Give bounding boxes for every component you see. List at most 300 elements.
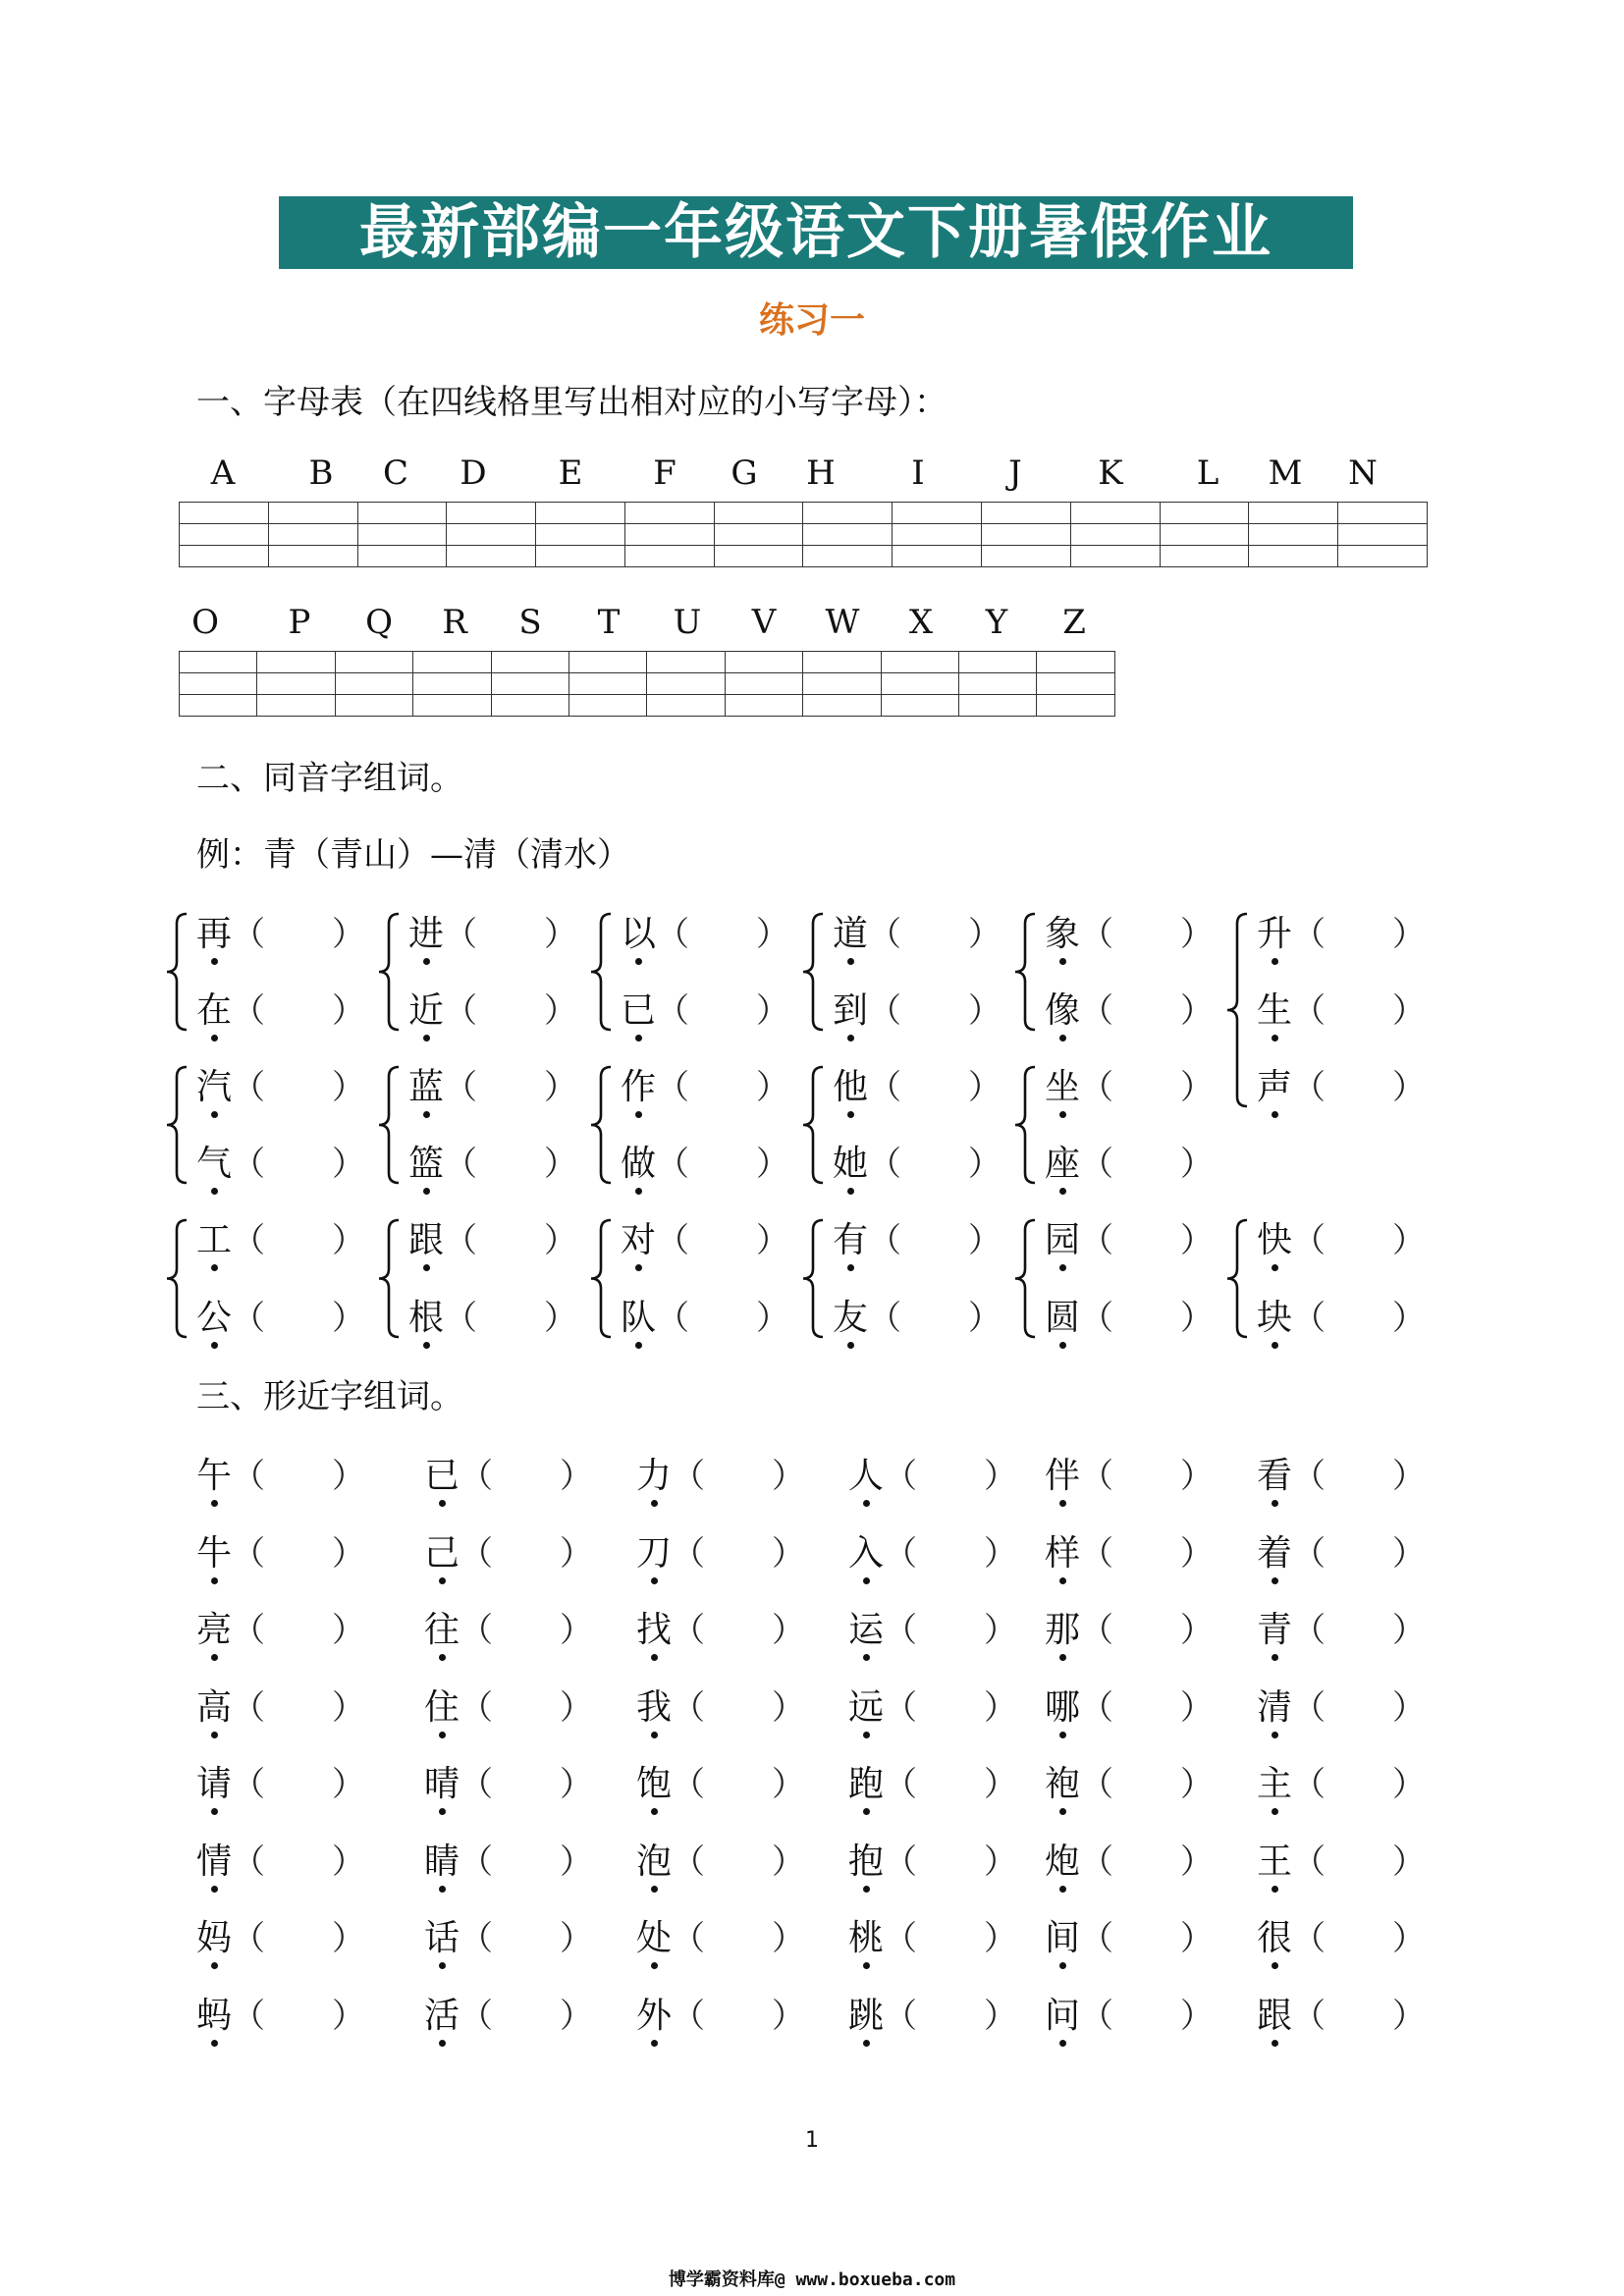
similar-char-item[interactable] [424, 1988, 593, 2038]
answer-blank[interactable]: （ ） [232, 1765, 366, 1804]
grid-cell[interactable] [1070, 503, 1160, 524]
grid-cell[interactable] [1160, 503, 1249, 524]
homophone-item[interactable] [833, 1212, 1001, 1262]
answer-blank[interactable]: （ ） [444, 915, 578, 954]
answer-blank[interactable]: （ ） [1292, 991, 1427, 1031]
answer-blank[interactable]: （ ） [656, 1221, 790, 1260]
brace-path [1015, 914, 1035, 1030]
similar-char-item[interactable] [1257, 1910, 1426, 1960]
answer-blank[interactable]: （ ） [460, 1842, 594, 1882]
homophone-item[interactable] [833, 983, 1001, 1033]
grid-cell[interactable] [335, 652, 412, 673]
similar-char-item[interactable] [196, 1448, 365, 1498]
grid-cell[interactable] [536, 524, 625, 546]
grid-cell[interactable] [447, 503, 536, 524]
homophone-item[interactable] [196, 906, 365, 956]
grid-cell[interactable] [268, 524, 357, 546]
answer-blank[interactable]: （ ） [460, 1997, 594, 2036]
dotted-character: 清 [1257, 1680, 1292, 1730]
answer-blank[interactable]: （ ） [656, 1068, 790, 1107]
similar-char-item[interactable] [636, 1910, 805, 1960]
homophone-item[interactable] [196, 983, 365, 1033]
grid-cell[interactable] [881, 652, 958, 673]
grid-cell[interactable] [725, 652, 802, 673]
answer-blank[interactable]: （ ） [868, 1221, 1002, 1260]
answer-blank[interactable]: （ ） [444, 1068, 578, 1107]
answer-blank[interactable]: （ ） [1080, 915, 1215, 954]
grid-cell[interactable] [268, 503, 357, 524]
homophone-item[interactable] [1045, 1059, 1214, 1109]
alphabet-letter: H [806, 454, 836, 493]
grid-cell[interactable] [569, 673, 647, 695]
grid-cell[interactable] [1160, 524, 1249, 546]
grid-cell[interactable] [1249, 546, 1338, 567]
grid-cell[interactable] [491, 652, 568, 673]
homophone-item[interactable] [621, 906, 789, 956]
dotted-character: 运 [848, 1602, 884, 1652]
grid-cell[interactable] [647, 695, 725, 717]
grid-cell[interactable] [413, 652, 491, 673]
section1-heading: 一、字母表（在四线格里写出相对应的小写字母）： [196, 383, 947, 422]
answer-blank[interactable]: （ ） [1292, 1919, 1427, 1958]
answer-blank[interactable]: （ ） [1080, 1611, 1215, 1650]
answer-blank[interactable]: （ ） [884, 1534, 1018, 1574]
grid-cell[interactable] [624, 524, 714, 546]
grid-cell[interactable] [180, 503, 269, 524]
answer-blank[interactable]: （ ） [444, 1145, 578, 1184]
alphabet-letter: E [558, 454, 583, 493]
grid-cell[interactable] [725, 673, 802, 695]
answer-blank[interactable]: （ ） [460, 1611, 594, 1650]
answer-blank[interactable]: （ ） [1292, 1611, 1427, 1650]
answer-blank[interactable]: （ ） [1080, 1534, 1215, 1574]
similar-char-item[interactable] [196, 1525, 365, 1575]
answer-blank[interactable]: （ ） [232, 1688, 366, 1728]
dotted-character: 话 [424, 1910, 460, 1960]
answer-blank[interactable]: （ ） [1080, 1997, 1215, 2036]
homophone-item[interactable] [621, 983, 789, 1033]
grid-cell[interactable] [1249, 524, 1338, 546]
four-line-grid-2[interactable] [179, 651, 1115, 717]
answer-blank[interactable]: （ ） [868, 1145, 1002, 1184]
brace-bracket [373, 1218, 403, 1339]
answer-blank[interactable]: （ ） [232, 1145, 366, 1184]
grid-cell[interactable] [624, 503, 714, 524]
similar-char-item[interactable] [636, 1756, 805, 1806]
grid-cell[interactable] [357, 524, 447, 546]
homophone-item[interactable] [408, 1059, 577, 1109]
answer-blank[interactable]: （ ） [1292, 1457, 1427, 1496]
similar-char-item[interactable] [1257, 1756, 1426, 1806]
similar-char-item[interactable] [196, 1680, 365, 1730]
dotted-character: 袍 [1045, 1756, 1080, 1806]
similar-char-item[interactable] [1257, 1834, 1426, 1884]
grid-cell[interactable] [959, 652, 1037, 673]
answer-blank[interactable]: （ ） [460, 1688, 594, 1728]
dotted-character: 跳 [848, 1988, 884, 2038]
similar-char-item[interactable] [424, 1602, 593, 1652]
similar-char-item[interactable] [1257, 1988, 1426, 2038]
similar-char-item[interactable] [424, 1680, 593, 1730]
similar-char-item[interactable] [196, 1756, 365, 1806]
answer-blank[interactable]: （ ） [444, 991, 578, 1031]
answer-blank[interactable]: （ ） [232, 991, 366, 1031]
grid-cell[interactable] [803, 546, 893, 567]
dotted-character: 抱 [848, 1834, 884, 1884]
homophone-item[interactable] [1045, 1136, 1214, 1186]
similar-char-item[interactable] [848, 1602, 1017, 1652]
answer-blank[interactable]: （ ） [1292, 1997, 1427, 2036]
grid-cell[interactable] [647, 652, 725, 673]
dotted-character: 人 [848, 1448, 884, 1498]
dotted-character: 蓝 [408, 1059, 444, 1109]
homophone-item[interactable] [196, 1212, 365, 1262]
homophone-item[interactable] [196, 1136, 365, 1186]
answer-blank[interactable]: （ ） [884, 1457, 1018, 1496]
answer-blank[interactable]: （ ） [884, 1688, 1018, 1728]
alphabet-letter: A [210, 454, 236, 493]
grid-cell[interactable] [624, 546, 714, 567]
homophone-item[interactable] [1257, 906, 1426, 956]
homophone-item[interactable] [1257, 1290, 1426, 1340]
answer-blank[interactable]: （ ） [672, 1611, 806, 1650]
answer-blank[interactable]: （ ） [232, 1299, 366, 1338]
answer-blank[interactable]: （ ） [1080, 1842, 1215, 1882]
similar-char-item[interactable] [1257, 1602, 1426, 1652]
homophone-item[interactable] [833, 1290, 1001, 1340]
alphabet-letter: P [288, 603, 311, 642]
grid-cell[interactable] [180, 524, 269, 546]
grid-cell[interactable] [447, 546, 536, 567]
grid-cell[interactable] [491, 695, 568, 717]
answer-blank[interactable]: （ ） [672, 1842, 806, 1882]
dotted-character: 在 [196, 983, 232, 1033]
grid-cell[interactable] [803, 695, 881, 717]
brace-path [1227, 1220, 1247, 1337]
homophone-item[interactable] [833, 1136, 1001, 1186]
brace-path [1015, 1067, 1035, 1183]
answer-blank[interactable]: （ ） [232, 1919, 366, 1958]
alphabet-letter: Z [1062, 603, 1086, 642]
answer-blank[interactable]: （ ） [868, 991, 1002, 1031]
grid-cell[interactable] [881, 673, 958, 695]
grid-cell[interactable] [257, 695, 335, 717]
answer-blank[interactable]: （ ） [1292, 1221, 1427, 1260]
similar-char-item[interactable] [1045, 1602, 1214, 1652]
answer-blank[interactable]: （ ） [460, 1534, 594, 1574]
grid-cell[interactable] [180, 673, 257, 695]
dotted-character: 刀 [636, 1525, 672, 1575]
similar-char-item[interactable] [1257, 1448, 1426, 1498]
similar-char-item[interactable] [636, 1680, 805, 1730]
similar-char-item[interactable] [424, 1834, 593, 1884]
homophone-item[interactable] [196, 1290, 365, 1340]
answer-blank[interactable]: （ ） [460, 1765, 594, 1804]
dotted-character: 象 [1045, 906, 1080, 956]
grid-cell[interactable] [803, 652, 881, 673]
homophone-item[interactable] [621, 1212, 789, 1262]
similar-char-item[interactable] [1045, 1756, 1214, 1806]
homophone-item[interactable] [408, 983, 577, 1033]
grid-cell[interactable] [714, 524, 803, 546]
homophone-item[interactable] [408, 1290, 577, 1340]
grid-cell[interactable] [959, 673, 1037, 695]
similar-char-item[interactable] [636, 1448, 805, 1498]
similar-char-item[interactable] [636, 1988, 805, 2038]
answer-blank[interactable]: （ ） [672, 1534, 806, 1574]
similar-char-item[interactable] [424, 1910, 593, 1960]
answer-blank[interactable]: （ ） [1080, 1765, 1215, 1804]
answer-blank[interactable]: （ ） [232, 1221, 366, 1260]
homophone-item[interactable] [1045, 1212, 1214, 1262]
similar-char-item[interactable] [1045, 1680, 1214, 1730]
grid-cell[interactable] [257, 652, 335, 673]
similar-char-item[interactable] [424, 1525, 593, 1575]
grid-cell[interactable] [447, 524, 536, 546]
answer-blank[interactable]: （ ） [1292, 1688, 1427, 1728]
answer-blank[interactable]: （ ） [232, 1457, 366, 1496]
answer-blank[interactable]: （ ） [868, 915, 1002, 954]
grid-cell[interactable] [180, 546, 269, 567]
answer-blank[interactable]: （ ） [1292, 1842, 1427, 1882]
dotted-character: 处 [636, 1910, 672, 1960]
answer-blank[interactable]: （ ） [1292, 1299, 1427, 1338]
similar-char-item[interactable] [848, 1448, 1017, 1498]
answer-blank[interactable]: （ ） [232, 1611, 366, 1650]
grid-cell[interactable] [725, 695, 802, 717]
homophone-item[interactable] [621, 1290, 789, 1340]
dotted-character: 青 [1257, 1602, 1292, 1652]
dotted-character: 看 [1257, 1448, 1292, 1498]
answer-blank[interactable]: （ ） [672, 1919, 806, 1958]
answer-blank[interactable]: （ ） [884, 1919, 1018, 1958]
grid-cell[interactable] [357, 503, 447, 524]
similar-char-item[interactable] [196, 1602, 365, 1652]
grid-cell[interactable] [1037, 673, 1115, 695]
dotted-character: 哪 [1045, 1680, 1080, 1730]
grid-cell[interactable] [536, 503, 625, 524]
grid-cell[interactable] [180, 652, 257, 673]
similar-char-item[interactable] [1045, 1834, 1214, 1884]
similar-char-item[interactable] [636, 1525, 805, 1575]
answer-blank[interactable]: （ ） [232, 1842, 366, 1882]
alphabet-letter: S [518, 603, 542, 642]
grid-cell[interactable] [335, 695, 412, 717]
grid-cell[interactable] [959, 695, 1037, 717]
answer-blank[interactable]: （ ） [1080, 1299, 1215, 1338]
grid-cell[interactable] [803, 673, 881, 695]
grid-cell[interactable] [1037, 652, 1115, 673]
answer-blank[interactable]: （ ） [1080, 1068, 1215, 1107]
alphabet-letter: X [908, 603, 934, 642]
similar-char-item[interactable] [196, 1988, 365, 2038]
dotted-character: 进 [408, 906, 444, 956]
grid-cell[interactable] [536, 546, 625, 567]
homophone-item[interactable] [1257, 1212, 1426, 1262]
dotted-character: 跟 [408, 1212, 444, 1262]
grid-cell[interactable] [982, 546, 1071, 567]
dotted-character: 园 [1045, 1212, 1080, 1262]
answer-blank[interactable]: （ ） [884, 1611, 1018, 1650]
grid-cell[interactable] [803, 503, 893, 524]
answer-blank[interactable]: （ ） [884, 1842, 1018, 1882]
answer-blank[interactable]: （ ） [232, 1997, 366, 2036]
similar-char-item[interactable] [1045, 1910, 1214, 1960]
grid-cell[interactable] [982, 503, 1071, 524]
answer-blank[interactable]: （ ） [1080, 1145, 1215, 1184]
similar-char-item[interactable] [424, 1756, 593, 1806]
dotted-character: 王 [1257, 1834, 1292, 1884]
answer-blank[interactable]: （ ） [884, 1765, 1018, 1804]
similar-char-item[interactable] [424, 1448, 593, 1498]
similar-char-item[interactable] [1045, 1988, 1214, 2038]
brace-path [591, 1067, 611, 1183]
grid-cell[interactable] [803, 524, 893, 546]
homophone-item[interactable] [196, 1059, 365, 1109]
answer-blank[interactable]: （ ） [868, 1299, 1002, 1338]
grid-cell[interactable] [257, 673, 335, 695]
grid-cell[interactable] [413, 673, 491, 695]
similar-char-item[interactable] [1045, 1525, 1214, 1575]
answer-blank[interactable]: （ ） [460, 1919, 594, 1958]
grid-cell[interactable] [714, 503, 803, 524]
grid-cell[interactable] [491, 673, 568, 695]
grid-cell[interactable] [180, 695, 257, 717]
answer-blank[interactable]: （ ） [656, 1299, 790, 1338]
similar-char-item[interactable] [196, 1834, 365, 1884]
similar-char-item[interactable] [848, 1525, 1017, 1575]
alphabet-letter: G [731, 454, 758, 493]
answer-blank[interactable]: （ ） [460, 1457, 594, 1496]
brace-bracket [1009, 1065, 1039, 1185]
answer-blank[interactable]: （ ） [672, 1688, 806, 1728]
grid-cell[interactable] [1037, 695, 1115, 717]
answer-blank[interactable]: （ ） [1292, 915, 1427, 954]
homophone-item[interactable] [1045, 1290, 1214, 1340]
similar-char-item[interactable] [636, 1834, 805, 1884]
grid-cell[interactable] [893, 546, 982, 567]
homophone-item[interactable] [1257, 983, 1426, 1033]
answer-blank[interactable]: （ ） [232, 915, 366, 954]
grid-cell[interactable] [647, 673, 725, 695]
homophone-item[interactable] [1045, 906, 1214, 956]
homophone-item[interactable] [833, 906, 1001, 956]
grid-cell[interactable] [881, 695, 958, 717]
similar-char-item[interactable] [636, 1602, 805, 1652]
grid-cell[interactable] [1338, 503, 1428, 524]
dotted-character: 做 [621, 1136, 656, 1186]
grid-cell[interactable] [1338, 524, 1428, 546]
grid-cell[interactable] [714, 546, 803, 567]
similar-char-item[interactable] [848, 1834, 1017, 1884]
grid-cell[interactable] [357, 546, 447, 567]
brace-path [1227, 914, 1247, 1106]
dotted-character: 住 [424, 1680, 460, 1730]
grid-cell[interactable] [893, 524, 982, 546]
dotted-character: 坐 [1045, 1059, 1080, 1109]
grid-cell[interactable] [413, 695, 491, 717]
alphabet-letter: D [460, 454, 487, 493]
answer-blank[interactable]: （ ） [656, 991, 790, 1031]
similar-char-item[interactable] [1257, 1680, 1426, 1730]
answer-blank[interactable]: （ ） [1080, 1457, 1215, 1496]
dotted-character: 样 [1045, 1525, 1080, 1575]
homophone-item[interactable] [621, 1136, 789, 1186]
brace-path [379, 1220, 399, 1337]
similar-char-item[interactable] [848, 1988, 1017, 2038]
similar-char-item[interactable] [1257, 1525, 1426, 1575]
grid-cell[interactable] [268, 546, 357, 567]
answer-blank[interactable]: （ ） [1080, 1221, 1215, 1260]
similar-char-item[interactable] [848, 1680, 1017, 1730]
homophone-item[interactable] [408, 1212, 577, 1262]
homophone-item[interactable] [1257, 1059, 1426, 1109]
homophone-item[interactable] [408, 906, 577, 956]
homophone-item[interactable] [1045, 983, 1214, 1033]
answer-blank[interactable]: （ ） [1292, 1765, 1427, 1804]
homophone-item[interactable] [408, 1136, 577, 1186]
answer-blank[interactable]: （ ） [444, 1299, 578, 1338]
grid-cell[interactable] [569, 652, 647, 673]
grid-cell[interactable] [1338, 546, 1428, 567]
grid-cell[interactable] [1160, 546, 1249, 567]
homophone-item[interactable] [621, 1059, 789, 1109]
alphabet-letter: N [1348, 454, 1378, 493]
answer-blank[interactable]: （ ） [1080, 1919, 1215, 1958]
answer-blank[interactable]: （ ） [672, 1457, 806, 1496]
answer-blank[interactable]: （ ） [232, 1068, 366, 1107]
similar-char-item[interactable] [848, 1910, 1017, 1960]
similar-char-item[interactable] [196, 1910, 365, 1960]
answer-blank[interactable]: （ ） [656, 1145, 790, 1184]
grid-cell[interactable] [569, 695, 647, 717]
grid-cell[interactable] [1070, 546, 1160, 567]
answer-blank[interactable]: （ ） [672, 1765, 806, 1804]
alphabet-letter: J [1008, 454, 1022, 493]
answer-blank[interactable]: （ ） [444, 1221, 578, 1260]
brace-bracket [161, 1218, 190, 1339]
homophone-item[interactable] [833, 1059, 1001, 1109]
grid-cell[interactable] [1249, 503, 1338, 524]
answer-blank[interactable]: （ ） [884, 1997, 1018, 2036]
answer-blank[interactable]: （ ） [232, 1534, 366, 1574]
grid-cell[interactable] [1070, 524, 1160, 546]
dotted-character: 亮 [196, 1602, 232, 1652]
brace-bracket [161, 1065, 190, 1185]
four-line-grid-1[interactable] [179, 502, 1428, 567]
answer-blank[interactable]: （ ） [672, 1997, 806, 2036]
answer-blank[interactable]: （ ） [1080, 991, 1215, 1031]
answer-blank[interactable]: （ ） [868, 1068, 1002, 1107]
answer-blank[interactable]: （ ） [1292, 1068, 1427, 1107]
grid-cell[interactable] [982, 524, 1071, 546]
alphabet-letter: U [673, 603, 702, 642]
dotted-character: 请 [196, 1756, 232, 1806]
dotted-character: 情 [196, 1834, 232, 1884]
answer-blank[interactable]: （ ） [656, 915, 790, 954]
grid-cell[interactable] [893, 503, 982, 524]
answer-blank[interactable]: （ ） [1292, 1534, 1427, 1574]
similar-char-item[interactable] [1045, 1448, 1214, 1498]
similar-char-item[interactable] [848, 1756, 1017, 1806]
brace-bracket [373, 1065, 403, 1185]
dotted-character: 声 [1257, 1059, 1292, 1109]
answer-blank[interactable]: （ ） [1080, 1688, 1215, 1728]
dotted-character: 她 [833, 1136, 868, 1186]
dotted-character: 跟 [1257, 1988, 1292, 2038]
brace-path [167, 914, 187, 1030]
grid-cell[interactable] [335, 673, 412, 695]
